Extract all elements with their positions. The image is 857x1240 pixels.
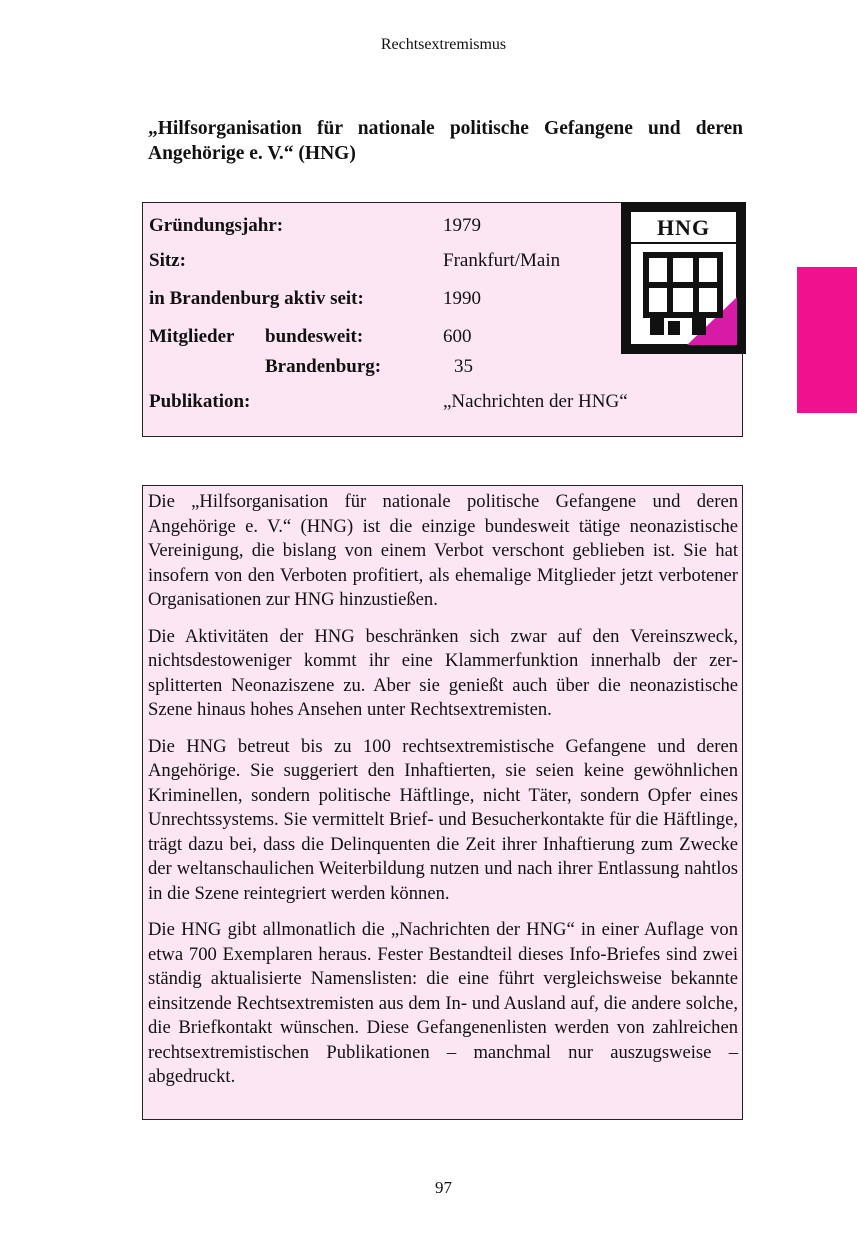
logo-emblem-icon — [630, 211, 737, 345]
chapter-side-tab — [797, 267, 857, 413]
paragraph-1: Die „Hilfsorganisation für nationale politische Gefangene und deren Angehörige e. V.“ (HNG) ist die einzige bundesweit tätige neonazistische Vereinigung, die bislang von einem Verbot verschont geblieben ist. Sie hat insofern von den Verboten profitiert, als ehemalige Mitglieder jetzt verbotener Organisationen zur HNG hinzustießen. — [148, 491, 738, 610]
running-head: Rechtsextremismus — [380, 36, 507, 53]
members-brandenburg-label: Brandenburg: — [265, 356, 382, 377]
page-number: 97 — [435, 1178, 452, 1197]
paragraph-2: Die Aktivitäten der HNG beschränken sich zwar auf den Vereinszweck, nichtsdestoweniger kommt ihr eine Klammerfunktion innerhalb der zersplitterten Neonaziszene zu. Aber sie genießt auch über die neonazistische Szene hinaus hohes Ansehen unter Rechtsextremisten. — [148, 625, 738, 720]
founded-label: Gründungsjahr: — [149, 215, 284, 236]
publication-value: „Nachrichten der HNG“ — [443, 391, 628, 412]
hng-logo — [621, 202, 746, 354]
publication-label: Publikation: — [149, 391, 251, 412]
paragraph-4: Die HNG gibt allmonatlich die „Nachrichten der HNG“ in einer Auflage von etwa 700 Exemplaren heraus. Fester Bestandteil dieses Info-Briefes sind zwei ständig aktualisierte Namenslisten: die eine führt vergleichsweise bekannte einsitzende Rechtsextremisten aus dem In- und Ausland auf, die andere solche, die Briefkontakt wünschen. Diese Gefangenenlisten werden von zahlreichen rechtsextremistischen Publikationen – manchmal nur auszugsweise – abgedruckt. — [148, 919, 738, 1087]
logo-text: HNG — [656, 215, 711, 240]
seat-value: Frankfurt/Main — [443, 250, 561, 271]
active-since-label: in Brandenburg aktiv seit: — [149, 288, 364, 309]
members-federal-label: bundesweit: — [265, 326, 364, 347]
founded-value: 1979 — [443, 215, 481, 236]
active-since-value: 1990 — [443, 288, 481, 309]
members-federal-value: 600 — [443, 326, 472, 347]
members-label: Mitglieder — [149, 326, 235, 347]
document-title: „Hilfsorganisation für nationale politische Gefangene und deren Angehörige e. V.“ (HNG) — [148, 118, 743, 164]
paragraph-3: Die HNG betreut bis zu 100 rechtsextremistische Gefangene und deren Angehörige. Sie suggeriert den Inhaftierten, sie seien keine gewöhnlichen Kriminellen, sondern politische Häftlinge, nicht Täter, sondern Opfer eines Unrechtssystems. Sie vermittelt Brief- und Besucherkontakte für die Häftlinge, trägt dazu bei, dass die Delinquenten die Zeit ihrer Inhaftierung zum Zwecke der weltanschaulichen Weiterbildung nutzen und nach ihrer Entlassung nahtlos in die Szene reintegriert werden können. — [148, 735, 738, 904]
members-brandenburg-value: 35 — [454, 356, 473, 377]
seat-label: Sitz: — [149, 250, 186, 271]
body-text-box — [142, 485, 743, 1120]
